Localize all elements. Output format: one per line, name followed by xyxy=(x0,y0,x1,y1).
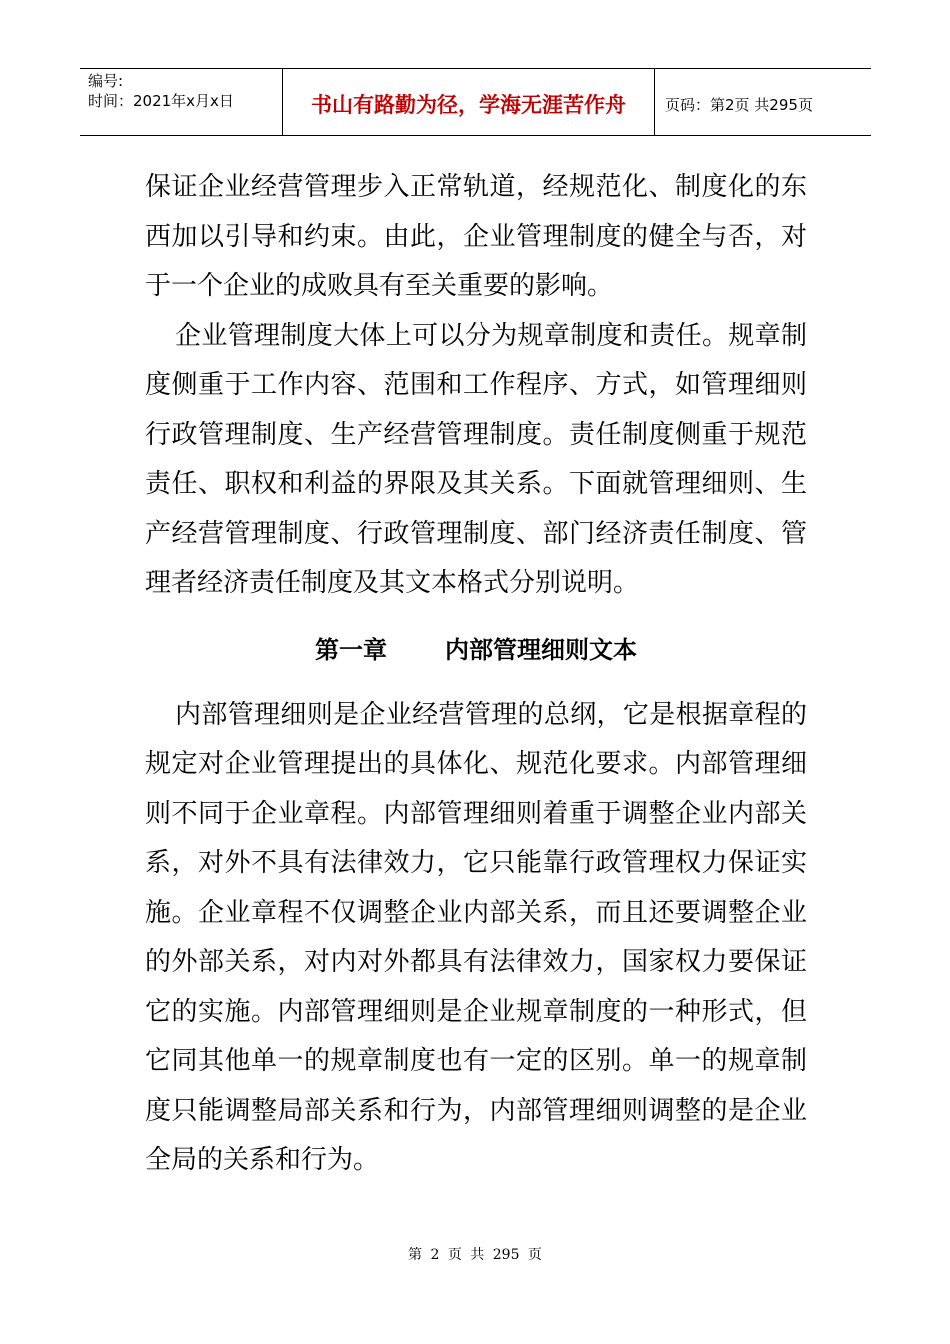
header-motto-cell xyxy=(282,69,655,135)
chapter-title: 内部管理细则文本 xyxy=(445,635,637,664)
chapter-heading xyxy=(145,626,807,675)
header-page-code: 页码：第2页 共295页 xyxy=(665,95,813,114)
footer-page-number: 第 2 页 共 295 页 xyxy=(408,1247,542,1263)
page-header xyxy=(80,68,871,136)
header-page-cell xyxy=(655,69,871,135)
page-footer xyxy=(0,1244,950,1264)
document-date: 时间：2021年x月x日 xyxy=(88,92,234,110)
paragraph: 保证企业经营管理步入正常轨道，经规范化、制度化的东西加以引导和约束。由此，企业管理制度的健全与否，对于一个企业的成败具有至关重要的影响。 xyxy=(145,172,807,301)
paragraph: 企业管理制度大体上可以分为规章制度和责任。规章制度侧重于工作内容、范围和工作程序、方式，如管理细则行政管理制度、生产经营管理制度。责任制度侧重于规范责任、职权和利益的界限及其关系。下面就管理细则、生产经营管理制度、行政管理制度、部门经济责任制度、管理者经济责任制度及其文本格式分别说明。 xyxy=(145,320,807,598)
document-number-label: 编号: xyxy=(88,72,124,90)
document-body xyxy=(145,163,807,1186)
header-meta-cell xyxy=(80,69,282,135)
chapter-number: 第一章 xyxy=(315,635,387,664)
paragraph: 内部管理细则是企业经营管理的总纲，它是根据章程的规定对企业管理提出的具体化、规范化要求。内部管理细则不同于企业章程。内部管理细则着重于调整企业内部关系，对外不具有法律效力，它只能靠行政管理权力保证实施。企业章程不仅调整企业内部关系，而且还要调整企业的外部关系，对内对外都具有法律效力，国家权力要保证它的实施。内部管理细则是企业规章制度的一种形式，但它同其他单一的规章制度也有一定的区别。单一的规章制度只能调整局部关系和行为，内部管理细则调整的是企业全局的关系和行为。 xyxy=(145,699,807,1175)
header-motto: 书山有路勤为径，学海无涯苦作舟 xyxy=(311,93,626,117)
